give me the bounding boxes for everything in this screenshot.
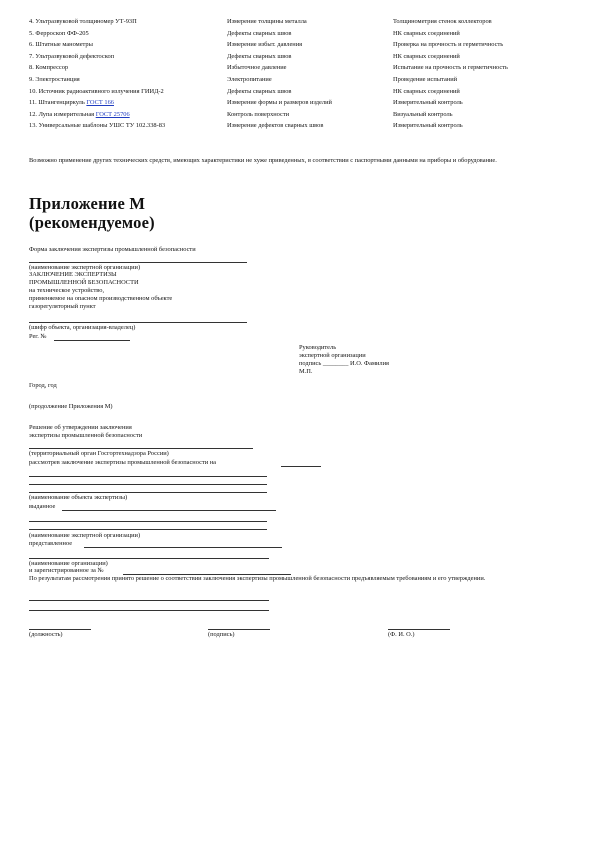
- territorial-label: (территориальный орган Госгортехнадзора России): [29, 450, 169, 457]
- position-line: [29, 629, 91, 630]
- name-line: [388, 629, 450, 630]
- equipment-purpose: Измерение дефектов сварных швов: [227, 122, 324, 130]
- object-line: [29, 322, 247, 323]
- org-name-label: (наименование организации): [29, 560, 108, 567]
- submitted-by-text: выданное: [29, 503, 56, 510]
- reg-label: Рег. №: [29, 333, 47, 340]
- equipment-purpose: Избыточное давление: [227, 64, 287, 72]
- territorial-line: [29, 448, 253, 449]
- equipment-note: Возможно применение других технических средств, имеющих характеристики не хуже приведенных, в соответствии с паспортными данными на приборы и оборудование.: [29, 157, 497, 164]
- equipment-row: [29, 111, 569, 123]
- equipment-application: НК сварных соединений: [393, 87, 460, 95]
- equipment-name: 4. Ультразвуковой толщиномер УТ-93П: [29, 18, 137, 25]
- equipment-row: [29, 64, 569, 76]
- equipment-name-text: 11. Штангенциркуль: [29, 99, 87, 107]
- equipment-row: [29, 99, 569, 111]
- gost-link[interactable]: ГОСТ 166: [86, 99, 114, 107]
- reg-line: [54, 340, 130, 341]
- equipment-application: Проведение испытаний: [393, 75, 458, 83]
- equipment-name: 13. Универсальные шаблоны УШС ТУ 102.338-83: [29, 122, 166, 130]
- equipment-application: Проверка на прочность и герметичность: [393, 41, 504, 49]
- conclusion-line-2: ПРОМЫШЛЕННОЙ БЕЗОПАСНОСТИ: [29, 279, 139, 286]
- equipment-row: [29, 18, 569, 30]
- equipment-row: [29, 30, 569, 42]
- equipment-application: Измерительный контроль: [393, 122, 463, 130]
- equipment-name: 6. Штатные манометры: [29, 41, 93, 49]
- equipment-application: НК сварных соединений: [393, 52, 460, 60]
- form-caption: Форма заключения экспертизы промышленной безопасности: [29, 246, 196, 253]
- head-line-2: экспертной организации: [299, 352, 366, 359]
- appendix-subtitle: (рекомендуемое): [29, 213, 155, 232]
- signature-line: [208, 629, 270, 630]
- equipment-application: Визуальный контроль: [393, 110, 453, 118]
- equipment-name: 7. Ультразвуковой дефектоскоп: [29, 52, 115, 60]
- equipment-name: 10. Источник радиоактивного излучения ГИИД-2: [29, 87, 164, 95]
- blank-line-5: [29, 529, 267, 530]
- equipment-name: [29, 99, 227, 111]
- continuation-label: (продолжение Приложения М): [29, 403, 113, 410]
- equipment-purpose: Измерение толщины металла: [227, 18, 307, 25]
- result-text: По результатам рассмотрения принято решение о соответствии заключения экспертизы промышленной безопасности предъявляемым требованиям и его утверждении.: [29, 575, 486, 582]
- equipment-purpose: Дефекты сварных швов: [227, 29, 292, 37]
- gost-link[interactable]: ГОСТ 25706: [95, 110, 130, 118]
- position-label: (должность): [29, 631, 63, 638]
- equipment-application: Толщинометрия стенок коллекторов: [393, 18, 492, 25]
- object-label: (шифр объекта, организация-владелец): [29, 324, 136, 331]
- blank-line-2: [29, 484, 267, 485]
- signature-label: (подпись): [208, 631, 235, 638]
- equipment-application: Испытание на прочность и герметичность: [393, 64, 508, 72]
- city-year: Город, год: [29, 382, 57, 389]
- equipment-application: Измерительный контроль: [393, 99, 463, 107]
- org-label: (наименование экспертной организации): [29, 264, 141, 271]
- conclusion-line-4: применяемое на опасном производственном объекте: [29, 295, 173, 302]
- org-line: [29, 262, 247, 263]
- appendix-title: Приложение М: [29, 194, 146, 213]
- presented-text: представленное: [29, 540, 73, 547]
- appendix-heading: [29, 194, 155, 232]
- equipment-purpose: Дефекты сварных швов: [227, 87, 292, 95]
- head-stamp: М.П.: [299, 368, 313, 375]
- decision-line-2: экспертизы промышленной безопасности: [29, 432, 143, 439]
- blank-line-3: [29, 492, 267, 493]
- equipment-purpose: Измерение формы и размеров изделий: [227, 99, 332, 107]
- expert-org-label: (наименование экспертной организации): [29, 532, 141, 539]
- equipment-purpose: Электропитание: [227, 75, 272, 83]
- head-line-3: подпись ________ И.О. Фамилия: [299, 360, 389, 367]
- equipment-name: 9. Электростанция: [29, 75, 80, 83]
- equipment-purpose: Измерение избыт. давления: [227, 41, 303, 49]
- conclusion-line-1: ЗАКЛЮЧЕНИЕ ЭКСПЕРТИЗЫ: [29, 271, 117, 278]
- equipment-table: [29, 18, 569, 134]
- registered-text: и зарегистрированное за №: [29, 567, 104, 574]
- reviewed-text: рассмотрев заключение экспертизы промышленной безопасности на: [29, 459, 216, 466]
- expert-object-label: (наименование объекта экспертизы): [29, 494, 128, 501]
- equipment-name: 5. Ферроскоп ФФ-205: [29, 29, 89, 37]
- blank-line-4: [29, 521, 267, 522]
- presented-blank: [84, 547, 282, 548]
- submitted-by-blank: [62, 510, 276, 511]
- blank-line-8: [29, 610, 269, 611]
- blank-line-7: [29, 600, 269, 601]
- equipment-purpose: Дефекты сварных швов: [227, 52, 292, 60]
- equipment-name: 8. Компрессор: [29, 64, 69, 72]
- equipment-name-text: 12. Лупа измерительная: [29, 110, 96, 118]
- blank-line-1: [29, 476, 267, 477]
- equipment-application: НК сварных соединений: [393, 29, 460, 37]
- equipment-row: [29, 122, 569, 134]
- equipment-name: [29, 111, 227, 123]
- equipment-row: [29, 88, 569, 100]
- blank-line-6: [29, 558, 269, 559]
- equipment-row: [29, 53, 569, 65]
- conclusion-line-3: на техническое устройство,: [29, 287, 105, 294]
- name-label: (Ф. И. О.): [388, 631, 415, 638]
- decision-line-1: Решение об утверждении заключения: [29, 424, 132, 431]
- equipment-row: [29, 41, 569, 53]
- conclusion-line-5: газорегуляторный пункт: [29, 303, 96, 310]
- equipment-purpose: Контроль поверхности: [227, 110, 290, 118]
- equipment-row: [29, 76, 569, 88]
- reviewed-blank: [281, 466, 321, 467]
- head-line-1: Руководитель: [299, 344, 337, 351]
